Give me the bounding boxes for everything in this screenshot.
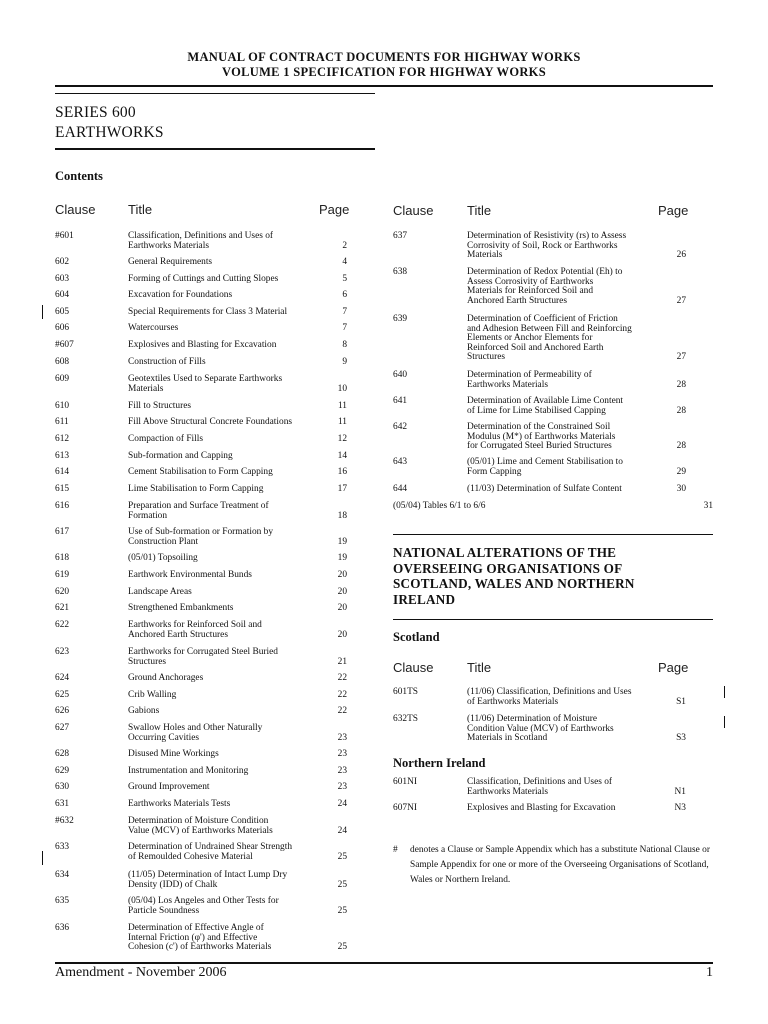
page-reference: 28 xyxy=(676,405,686,416)
clause-number: 621 xyxy=(55,603,70,613)
clause-number: 643 xyxy=(393,457,408,467)
clause-title: Strengthened Embankments xyxy=(128,603,234,613)
page-reference: 2 xyxy=(342,240,347,251)
clause-title: Classification, Definitions and Uses of Earthworks Materials xyxy=(467,777,613,797)
clause-title: Watercourses xyxy=(128,323,179,333)
clause-title: (05/01) Lime and Cement Stabilisation to Form Capping xyxy=(467,457,623,477)
tables-entry-page: 31 xyxy=(703,501,713,511)
clause-number: 642 xyxy=(393,422,408,432)
page-reference: 27 xyxy=(676,352,686,363)
contents-heading: Contents xyxy=(55,169,103,183)
clause-number: 638 xyxy=(393,267,408,277)
page-reference: 7 xyxy=(342,323,347,333)
right-page-header: Page xyxy=(658,203,689,218)
page-reference: 22 xyxy=(337,673,347,683)
clause-title: Determination of Permeability of Earthworks Materials xyxy=(467,370,592,390)
clause-title: Fill to Structures xyxy=(128,401,192,411)
page-reference: 27 xyxy=(676,295,686,306)
clause-number: 640 xyxy=(393,370,408,380)
clause-number: 610 xyxy=(55,401,70,411)
page-reference: 24 xyxy=(337,799,347,809)
clause-title: Geotextiles Used to Separate Earthworks Materials xyxy=(128,374,283,394)
scotland-title-header: Title xyxy=(467,660,492,675)
page-reference: 6 xyxy=(342,290,347,300)
clause-number: 612 xyxy=(55,434,70,444)
clause-number: 619 xyxy=(55,570,70,580)
clause-number: 627 xyxy=(55,723,70,733)
page-reference: 22 xyxy=(337,690,347,700)
header-rule xyxy=(55,85,713,87)
page-reference: 7 xyxy=(342,307,347,317)
change-bar xyxy=(42,305,43,319)
clause-title: Preparation and Surface Treatment of Formation xyxy=(128,501,269,521)
page-reference: 10 xyxy=(337,383,347,394)
clause-number: 635 xyxy=(55,896,70,906)
series-title xyxy=(55,103,164,143)
clause-number: 617 xyxy=(55,527,70,537)
clause-number: 615 xyxy=(55,484,70,494)
page-reference: 4 xyxy=(342,257,347,267)
clause-number: 629 xyxy=(55,766,70,776)
page-reference: 25 xyxy=(337,851,347,862)
right-clause-header: Clause xyxy=(393,203,434,218)
clause-title: Cement Stabilisation to Form Capping xyxy=(128,467,273,477)
clause-title: (05/04) Los Angeles and Other Tests for Particle Soundness xyxy=(128,896,279,916)
page-reference: 25 xyxy=(337,879,347,890)
clause-title: Determination of Effective Angle of Internal Friction (φ') and Effective Cohesion (c') of Earthworks Materials xyxy=(128,923,272,953)
clause-number: 622 xyxy=(55,620,70,630)
northern-ireland-heading: Northern Ireland xyxy=(393,756,486,770)
document-header-line1: MANUAL OF CONTRACT DOCUMENTS FOR HIGHWAY WORKS xyxy=(187,50,581,64)
national-alterations-heading: NATIONAL ALTERATIONS OF THE OVERSEEING ORGANISATIONS OF SCOTLAND, WALES AND NORTHERN IRELAND xyxy=(393,545,635,607)
clause-title: Earthworks for Corrugated Steel Buried Structures xyxy=(128,647,278,667)
clause-title: General Requirements xyxy=(128,257,213,267)
change-bar xyxy=(724,716,725,728)
clause-title: (11/05) Determination of Intact Lump Dry Density (IDD) of Chalk xyxy=(128,870,288,890)
page-reference: 23 xyxy=(337,766,347,776)
footer-amendment: Amendment - November 2006 xyxy=(55,965,227,980)
clause-number: 628 xyxy=(55,749,70,759)
clause-number: 625 xyxy=(55,690,70,700)
right-title-header: Title xyxy=(467,203,492,218)
clause-number: 601NI xyxy=(393,777,417,787)
scotland-heading: Scotland xyxy=(393,630,440,644)
scotland-page-header: Page xyxy=(658,660,689,675)
clause-number: 613 xyxy=(55,451,70,461)
change-bar xyxy=(42,851,43,865)
page-reference: 23 xyxy=(337,749,347,759)
clause-title: Construction of Fills xyxy=(128,357,206,367)
clause-title: Ground Anchorages xyxy=(128,673,204,683)
page-reference: 23 xyxy=(337,732,347,743)
page-reference: N3 xyxy=(674,803,686,813)
page-reference: 25 xyxy=(337,942,347,953)
clause-title: Fill Above Structural Concrete Foundations xyxy=(128,417,293,427)
page-reference: 28 xyxy=(676,441,686,452)
clause-number: #632 xyxy=(55,816,74,826)
page-reference: 17 xyxy=(337,484,347,494)
page-reference: 8 xyxy=(342,340,347,350)
page-reference: 20 xyxy=(337,629,347,640)
clause-number: 602 xyxy=(55,257,70,267)
clause-title: (11/06) Determination of Moisture Condition Value (MCV) of Earthworks Materials in Scotland xyxy=(467,714,614,744)
clause-title: Special Requirements for Class 3 Material xyxy=(128,307,288,317)
page-reference: 16 xyxy=(337,467,347,477)
clause-number: 641 xyxy=(393,396,408,406)
clause-number: 614 xyxy=(55,467,70,477)
clause-title: Landscape Areas xyxy=(128,587,192,597)
clause-title: Sub-formation and Capping xyxy=(128,451,233,461)
page-reference: 24 xyxy=(337,825,347,836)
page-reference: 14 xyxy=(337,451,347,461)
clause-number: 626 xyxy=(55,706,70,716)
clause-number: 608 xyxy=(55,357,70,367)
footer-page-number: 1 xyxy=(706,965,713,980)
clause-title: Earthworks for Reinforced Soil and Anchored Earth Structures xyxy=(128,620,262,640)
clause-title: Gabions xyxy=(128,706,160,716)
clause-title: (11/03) Determination of Sulfate Content xyxy=(467,484,622,494)
page-reference: S1 xyxy=(676,696,686,707)
clause-title: Determination of Coefficient of Friction and Adhesion Between Fill and Reinforcing Elements or Anchor Elements for Reinforced Soil and Anchored Earth Structures xyxy=(467,314,632,363)
left-page-header: Page xyxy=(319,202,350,217)
footer-rule xyxy=(55,962,713,964)
clause-number: 618 xyxy=(55,553,70,563)
clause-title: Forming of Cuttings and Cutting Slopes xyxy=(128,274,279,284)
page-reference: 11 xyxy=(337,401,347,411)
page-reference: 25 xyxy=(337,905,347,916)
clause-number: 601TS xyxy=(393,687,419,697)
page-reference: 21 xyxy=(337,656,347,667)
page-reference: 5 xyxy=(342,274,347,284)
clause-number: 604 xyxy=(55,290,70,300)
clause-number: 636 xyxy=(55,923,70,933)
clause-title: (11/06) Classification, Definitions and Uses of Earthworks Materials xyxy=(467,687,632,707)
clause-title: Explosives and Blasting for Excavation xyxy=(128,340,277,350)
clause-number: 611 xyxy=(55,417,69,427)
page-reference: 26 xyxy=(676,250,686,261)
footnote-text: denotes a Clause or Sample Appendix which has a substitute National Clause or Sample Appendix for one or more of the Overseeing Organisations of Scotland, Wales or Northern Ireland. xyxy=(410,845,710,886)
page-reference: N1 xyxy=(674,786,686,797)
scotland-clause-header: Clause xyxy=(393,660,434,675)
page-reference: 19 xyxy=(337,553,347,563)
page-reference: 12 xyxy=(337,434,347,444)
clause-title: Determination of Undrained Shear Strength of Remoulded Cohesive Material xyxy=(128,842,293,862)
clause-number: 609 xyxy=(55,374,70,384)
clause-number: 632TS xyxy=(393,714,419,724)
page-reference: S3 xyxy=(676,733,686,744)
change-bar xyxy=(724,686,725,698)
page-reference: 19 xyxy=(337,536,347,547)
page-reference: 30 xyxy=(676,484,686,494)
clause-number: #607 xyxy=(55,340,74,350)
clause-title: Determination of Resistivity (rs) to Assess Corrosivity of Soil, Rock or Earthworks Materials xyxy=(467,231,627,261)
clause-title: Earthworks Materials Tests xyxy=(128,799,231,809)
clause-title: Determination of Redox Potential (Eh) to Assess Corrosivity of Earthworks Materials for Reinforced Soil and Anchored Earth Structures xyxy=(467,267,623,306)
series-top-rule xyxy=(55,93,375,94)
page-reference: 20 xyxy=(337,603,347,613)
page-reference: 20 xyxy=(337,587,347,597)
clause-title: Classification, Definitions and Uses of Earthworks Materials xyxy=(128,231,274,251)
clause-number: 634 xyxy=(55,870,70,880)
clause-title: Determination of the Constrained Soil Modulus (M*) of Earthworks Materials for Corrugated Steel Buried Structures xyxy=(467,422,616,452)
series-number: SERIES 600 xyxy=(55,104,136,121)
footnote-symbol: # xyxy=(393,845,398,855)
page-reference: 23 xyxy=(337,782,347,792)
national-top-rule xyxy=(393,534,713,535)
page-reference: 11 xyxy=(337,417,347,427)
clause-title: Lime Stabilisation to Form Capping xyxy=(128,484,264,494)
clause-number: 606 xyxy=(55,323,70,333)
left-clause-header: Clause xyxy=(55,202,96,217)
clause-title: Ground Improvement xyxy=(128,782,210,792)
clause-number: 624 xyxy=(55,673,70,683)
clause-number: 637 xyxy=(393,231,408,241)
clause-number: 607NI xyxy=(393,803,417,813)
left-title-header: Title xyxy=(128,202,153,217)
clause-title: (05/01) Topsoiling xyxy=(128,553,198,563)
tables-entry[interactable] xyxy=(393,502,713,514)
clause-number: 623 xyxy=(55,647,70,657)
clause-title: Compaction of Fills xyxy=(128,434,203,444)
clause-title: Explosives and Blasting for Excavation xyxy=(467,803,616,813)
series-name: EARTHWORKS xyxy=(55,124,164,141)
clause-number: 603 xyxy=(55,274,70,284)
clause-title: Crib Walling xyxy=(128,690,177,700)
clause-number: 639 xyxy=(393,314,408,324)
page-reference: 29 xyxy=(676,466,686,477)
page-reference: 18 xyxy=(337,510,347,521)
clause-title: Earthwork Environmental Bunds xyxy=(128,570,252,580)
clause-title: Excavation for Foundations xyxy=(128,290,233,300)
clause-number: 620 xyxy=(55,587,70,597)
clause-title: Determination of Moisture Condition Value (MCV) of Earthworks Materials xyxy=(128,816,273,836)
clause-number: 644 xyxy=(393,484,408,494)
clause-number: 633 xyxy=(55,842,70,852)
national-bottom-rule xyxy=(393,619,713,620)
clause-number: #601 xyxy=(55,231,74,241)
page-reference: 22 xyxy=(337,706,347,716)
clause-title: Use of Sub-formation or Formation by Construction Plant xyxy=(128,527,274,547)
page-reference: 9 xyxy=(342,357,347,367)
tables-entry-text: (05/04) Tables 6/1 to 6/6 xyxy=(393,501,486,511)
page-reference: 20 xyxy=(337,570,347,580)
series-bottom-rule xyxy=(55,148,375,150)
clause-title: Instrumentation and Monitoring xyxy=(128,766,249,776)
page-reference: 28 xyxy=(676,379,686,390)
clause-title: Determination of Available Lime Content of Lime for Lime Stabilised Capping xyxy=(467,396,624,416)
clause-title: Swallow Holes and Other Naturally Occurring Cavities xyxy=(128,723,263,743)
clause-number: 630 xyxy=(55,782,70,792)
clause-number: 616 xyxy=(55,501,70,511)
clause-number: 631 xyxy=(55,799,70,809)
clause-title: Disused Mine Workings xyxy=(128,749,219,759)
clause-number: 605 xyxy=(55,307,70,317)
document-header-line2: VOLUME 1 SPECIFICATION FOR HIGHWAY WORKS xyxy=(222,65,546,79)
